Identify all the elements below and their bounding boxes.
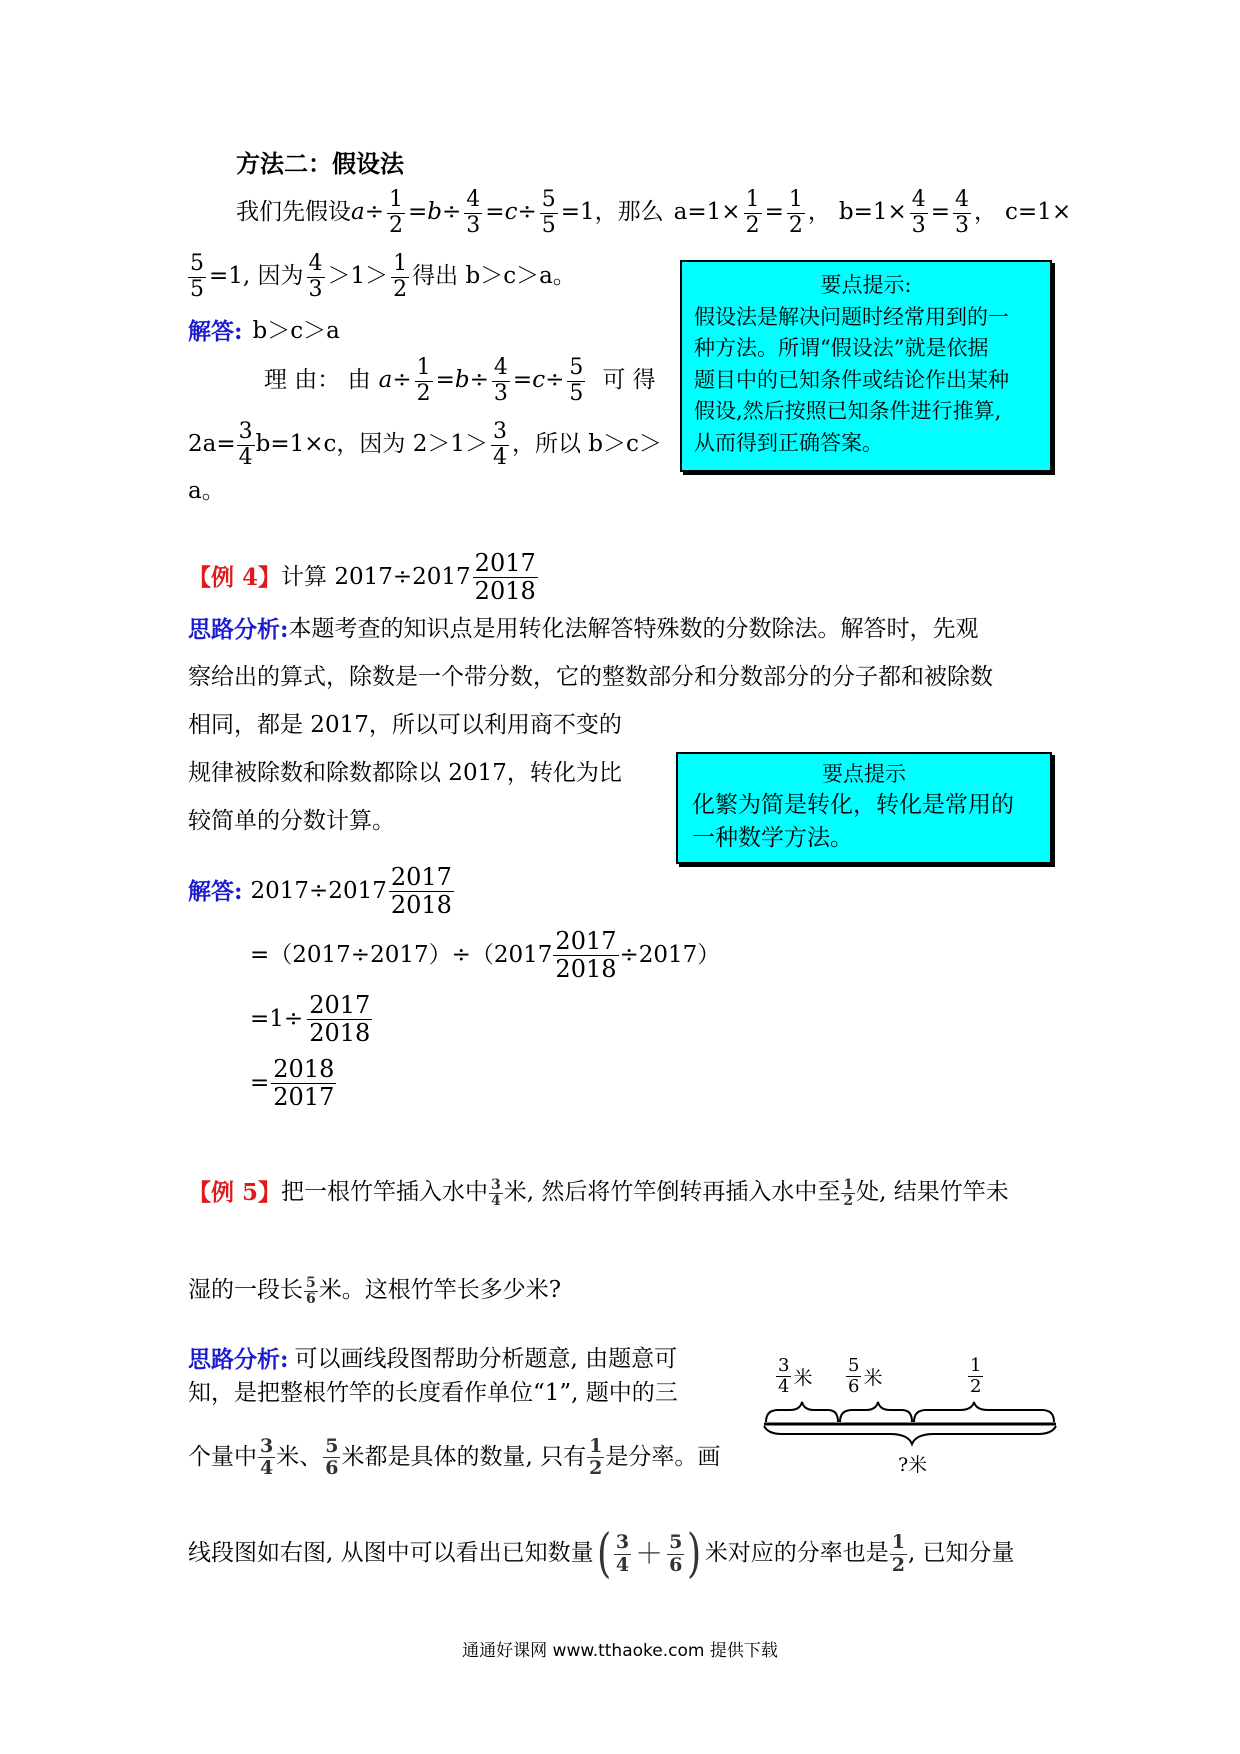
tip-line: 从而得到正确答案。: [694, 430, 883, 455]
fraction: $\frac{4}{3}$: [308, 251, 323, 302]
fraction: $\frac{2017}{2018}$: [474, 549, 536, 605]
tip-line: 一种数学方法。: [692, 824, 853, 851]
fraction: $\frac{5}{5}$: [190, 251, 204, 302]
tip-line: 种方法。所谓“假设法”就是依据: [694, 336, 989, 360]
fraction: $\frac{2017}{2018}$: [390, 863, 452, 919]
ex4-analysis-line3: 相同，都是 2017，所以可以利用商不变的: [188, 712, 622, 738]
fraction: $\frac{3}{4}$: [260, 1435, 274, 1480]
fraction: $\frac{5}{5}$: [569, 355, 584, 406]
fraction: $\frac{1}{2}$: [843, 1177, 854, 1209]
fraction: $\frac{1}{2}$: [393, 251, 408, 302]
ex4-question: 【例 4】 计算 2017÷2017 $\frac{2017}{2018}$: [188, 549, 536, 605]
tip-line: 假设法是解决问题时经常用到的一: [694, 304, 1009, 329]
fraction: $\frac{1}{2}$: [416, 355, 431, 406]
page-footer: 通通好课网 www.tthaoke.com 提供下载: [462, 1641, 778, 1661]
ex5-analysis-line3: 个量中 $\frac{3}{4}$ 米、 $\frac{5}{6}$ 米都是具体的数量, 只有 $\frac{1}{2}$ 是分率。画: [188, 1435, 721, 1480]
fraction: $\frac{1}{2}$: [745, 187, 760, 238]
method2-line6: a。: [188, 478, 225, 504]
ex4-step4: = $\frac{2018}{2017}$: [250, 1055, 335, 1111]
brace-half: [914, 1402, 1054, 1422]
fraction: $\frac{1}{2}$: [788, 187, 803, 238]
fraction: $\frac{3}{4}$: [491, 1177, 501, 1209]
tip-line: 化繁为简是转化，转化是常用的: [692, 792, 1014, 819]
fraction: $\frac{1}{2}$: [589, 1435, 603, 1480]
ex4-analysis-line4: 规律被除数和除数都除以 2017，转化为比: [188, 760, 622, 786]
fraction: $\frac{1}{2}$: [389, 187, 403, 238]
ex4-analysis-line2: 察给出的算式，除数是一个带分数，它的整数部分和分数部分的分子都和被除数: [188, 664, 993, 690]
segment-label-three-quarters: $\frac{3}{4}$ 米: [778, 1355, 813, 1398]
fraction: $\frac{1}{2}$: [891, 1531, 905, 1576]
tip-title: 要点提示:: [820, 273, 912, 297]
fraction: $\frac{5}{6}$: [669, 1531, 683, 1576]
brace-five-sixths: [840, 1402, 912, 1422]
fraction: $\frac{5}{6}$: [306, 1275, 316, 1307]
fraction: $\frac{5}{6}$: [325, 1435, 339, 1480]
method2-heading: 方法二：假设法: [236, 149, 404, 178]
segment-label-five-sixths: $\frac{5}{6}$ 米: [848, 1355, 883, 1398]
ex4-step3: =1÷ $\frac{2017}{2018}$: [250, 991, 371, 1047]
segment-label-half: $\frac{1}{2}$: [970, 1355, 982, 1398]
fraction: $\frac{2017}{2018}$: [555, 927, 617, 983]
method2-line2: $\frac{5}{5}$ =1, 因为 $\frac{4}{3}$ ＞1＞ $\frac{1}{2}$ 得出 b＞c＞a。: [190, 251, 576, 302]
fraction: $\frac{5}{5}$: [541, 187, 556, 238]
fraction: $\frac{4}{3}$: [493, 355, 508, 406]
ex5-question-line2: 湿的一段长 $\frac{5}{6}$ 米。这根竹竿长多少米?: [188, 1275, 562, 1307]
method2-reason: 理 由： 由 a ÷ $\frac{1}{2}$ = b ÷ $\frac{4}{3}$ = c ÷ $\frac{5}{5}$ 可 得: [264, 355, 656, 406]
tip-line: 假设,然后按照已知条件进行推算,: [694, 399, 1002, 423]
ex4-analysis-line5: 较简单的分数计算。: [188, 808, 395, 834]
tip-line: 题目中的已知条件或结论作出某种: [694, 367, 1009, 392]
ex5-analysis-line4: 线段图如右图, 从图中可以看出已知数量 ( $\frac{3}{4}$ ＋ $\frac{5}{6}$ ) 米对应的分率也是 $\frac{1}{2}$ , 已知分量: [188, 1524, 1015, 1584]
ex4-step2: =（2017÷2017）÷（2017 $\frac{2017}{2018}$ ÷2017）: [250, 927, 721, 983]
method2-line5: 2a= $\frac{3}{4}$ b=1×c，因为 2＞1＞ $\frac{3}{4}$ ，所以 b＞c＞: [188, 419, 662, 470]
fraction: $\frac{3}{4}$: [492, 419, 507, 470]
method2-answer: 解答: b＞c＞a: [188, 318, 340, 345]
ex4-answer: 解答: 2017÷2017 $\frac{2017}{2018}$: [188, 863, 452, 919]
tip-box: [680, 260, 1052, 472]
tip-box: [676, 752, 1052, 864]
tip-title: 要点提示: [822, 762, 906, 786]
fraction: $\frac{4}{3}$: [911, 187, 926, 238]
ex5-question-line1: 【例 5】 把一根竹竿插入水中 $\frac{3}{4}$ 米, 然后将竹竿倒转再插入水中至 $\frac{1}{2}$ 处, 结果竹竿未: [188, 1177, 1009, 1209]
ex4-analysis-line1: 思路分析: 本题考查的知识点是用转化法解答特殊数的分数除法。解答时，先观: [188, 616, 979, 643]
brace-three-quarters: [766, 1402, 838, 1422]
ex5-analysis-line2: 知，是把整根竹竿的长度看作单位“1”, 题中的三: [188, 1380, 678, 1406]
fraction: $\frac{3}{4}$: [238, 419, 253, 470]
brace-total: [764, 1426, 1056, 1444]
fraction: $\frac{4}{3}$: [955, 187, 970, 238]
fraction: $\frac{2017}{2018}$: [309, 991, 371, 1047]
fraction: $\frac{4}{3}$: [466, 187, 481, 238]
ex5-analysis-line1: 思路分析: 可以画线段图帮助分析题意, 由题意可: [188, 1346, 678, 1373]
segment-total-label: ?米: [898, 1454, 928, 1476]
method2-line1: 我们先假设 a ÷ $\frac{1}{2}$ = b ÷ $\frac{4}{3}$ = c ÷ $\frac{5}{5}$ = 1 ，那么 a=1× $\frac{1}{2}$ = $\frac{1}{2}$ ， b=1× $\frac{4}{3}$ = $\frac{4}{3}$ ， c=1×: [236, 187, 1072, 238]
fraction: $\frac{2018}{2017}$: [273, 1055, 335, 1111]
fraction: $\frac{3}{4}$: [615, 1531, 630, 1576]
